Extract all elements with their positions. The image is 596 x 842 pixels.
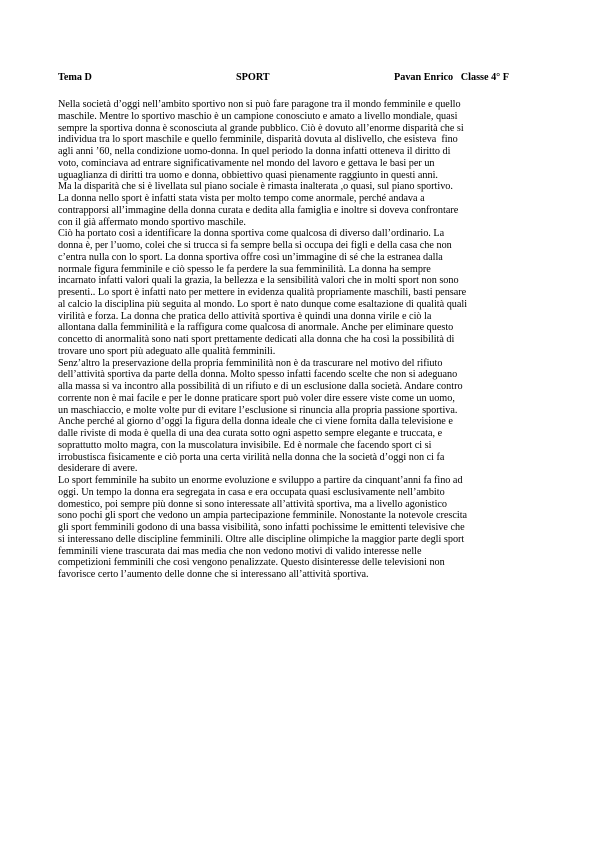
text-line: irrobustisca fisicamente e ciò porta una certa virilità nella donna che la società d’oggi non ci fa <box>58 451 445 463</box>
header-subject: SPORT <box>236 72 270 83</box>
document-header <box>58 72 558 86</box>
text-line: La donna nello sport è infatti stata vista per molto tempo come anormale, perché andava a <box>58 193 425 204</box>
text-line: dalle riviste di moda è quella di una dea curata sotto ogni aspetto sempre elegante e truccata, e <box>58 428 443 439</box>
text-line: oggi. Un tempo la donna era segregata in casa e era occupata quasi esclusivamente nell’ambito <box>58 486 445 498</box>
text-line: virilità e forza. La donna che pratica dello attività sportiva è quindi una donna virile e ciò la <box>58 310 432 322</box>
text-line: maschile. Mentre lo sportivo maschio è un campione conosciuto e amato a livello mondiale, quasi <box>58 110 458 122</box>
text-line: incarnato infatti valori quali la grazia, la bellezza e la sensibilità valori che in molti sport non sono <box>58 275 459 287</box>
text-line: uguaglianza di diritti tra uomo e donna, obbiettivo quasi pienamente raggiunto in questi anni. <box>58 169 438 181</box>
text-line: sono pochi gli sport che vedono un ampia partecipazione femminile. Nonostante la notevole crescita <box>58 510 468 522</box>
text-line: Ma la disparità che si è livellata sul piano sociale è rimasta inalterata ,o quasi, sul piano sportivo. <box>58 181 453 193</box>
text-line: agli anni ’60, nella condizione uomo-donna. In quel periodo la donna infatti otteneva il diritto di <box>58 146 451 157</box>
text-line: Ciò ha portato così a identificare la donna sportiva come qualcosa di diverso dall’ordinario. La <box>58 228 445 240</box>
text-line: Lo sport femminile ha subito un enorme evoluzione e sviluppo a partire da cinquant’anni fa fino ad <box>58 475 463 486</box>
header-tema: Tema D <box>58 72 92 83</box>
text-line: femminili viene trascurata dai mas media che non vedono motivi di valido interesse nelle <box>58 545 422 557</box>
text-line: Senz’altro la preservazione della propria femminilità non è da trascurare nel motivo del rifiuto <box>58 357 443 369</box>
text-line: voto, cominciava ad entrare significativamente nel mondo del lavoro e gettava le basi per un <box>58 157 435 169</box>
text-line: gli sport femminili godono di una bassa visibilità, sono infatti pochissime le emittenti televisive che <box>58 522 465 533</box>
text-line: favorisce certo l’aumento delle donne che si interessano all’attività sportiva. <box>58 569 369 580</box>
text-line: competizioni femminili che così vengono penalizzate. Questo disinteresse delle televisioni non <box>58 557 445 569</box>
text-line: allontana dalla femminilità e la raffigura come qualcosa di anormale. Anche per eliminare questo <box>58 322 454 334</box>
text-line: alla massa si va incontro alla possibilità di un rifiuto e di un esclusione dalla società. Andare contro <box>58 381 463 392</box>
text-line: desiderare di avere. <box>58 463 138 475</box>
text-line: contrapporsi all’immagine della donna curata e dedita alla famiglia e inoltre si doveva confrontare <box>58 204 459 216</box>
text-line: dell’attività sportiva da parte della donna. Molto spesso infatti facendo scelte che non si adeguano <box>58 369 458 381</box>
header-author: Pavan Enrico Classe 4° F <box>394 72 510 83</box>
text-line: domestico, poi sempre più donne si sono interessate all’attività sportiva, ma a livello agonistico <box>58 498 448 510</box>
text-line: Anche perché al giorno d’oggi la figura della donna ideale che ci viene fornita dalla televisione e <box>58 416 453 428</box>
text-line: c’entra nulla con lo sport. La donna sportiva offre così un’immagine di sé che la estranea dalla <box>58 251 443 263</box>
text-line: un maschiaccio, e molte volte pur di evitare l’esclusione si rinuncia alla propria passione sportiva. <box>58 404 458 416</box>
text-line: al calcio la disciplina più seguita al mondo. Lo sport è nato dunque come esaltazione di qualità quali <box>58 298 468 310</box>
text-line: presenti.. Lo sport è infatti nato per mettere in evidenza qualità propriamente maschili, basti pensare <box>58 287 467 298</box>
text-line: con il già affermato mondo sportivo maschile. <box>58 216 246 228</box>
text-line: donna è, per l’uomo, colei che si trucca si fa sempre bella si occupa dei figli e della casa che non <box>58 240 452 251</box>
text-line: individua tra lo sport maschile e quello femminile, disparità dovuta al dislivello, che esisteva fino <box>58 134 458 146</box>
text-line: soprattutto molto magra, con la muscolatura invisibile. Ed è normale che facendo sport ci si <box>58 439 432 451</box>
essay-body <box>58 99 546 581</box>
text-line: corrente non è mai facile e per le donne praticare sport può voler dire essere viste come un uomo, <box>58 392 455 404</box>
text-line: Nella società d’oggi nell’ambito sportivo non si può fare paragone tra il mondo femminile e quello <box>58 99 461 110</box>
text-line: si interessano delle discipline femminili. Oltre alle discipline olimpiche la maggior parte degli sport <box>58 533 465 545</box>
text-line: normale figura femminile e ciò spesso le fa perdere la sua femminilità. La donna ha sempre <box>58 263 431 275</box>
text-line: trovare uno sport più adeguato alle qualità femminili. <box>58 345 276 357</box>
text-line: sempre la sportiva donna è sconosciuta al grande pubblico. Ciò è dovuto all’enorme disparità che si <box>58 122 464 134</box>
text-line: concetto di anormalità sono nati sport prettamente dedicati alla donna che ha così la possibilità di <box>58 334 455 345</box>
